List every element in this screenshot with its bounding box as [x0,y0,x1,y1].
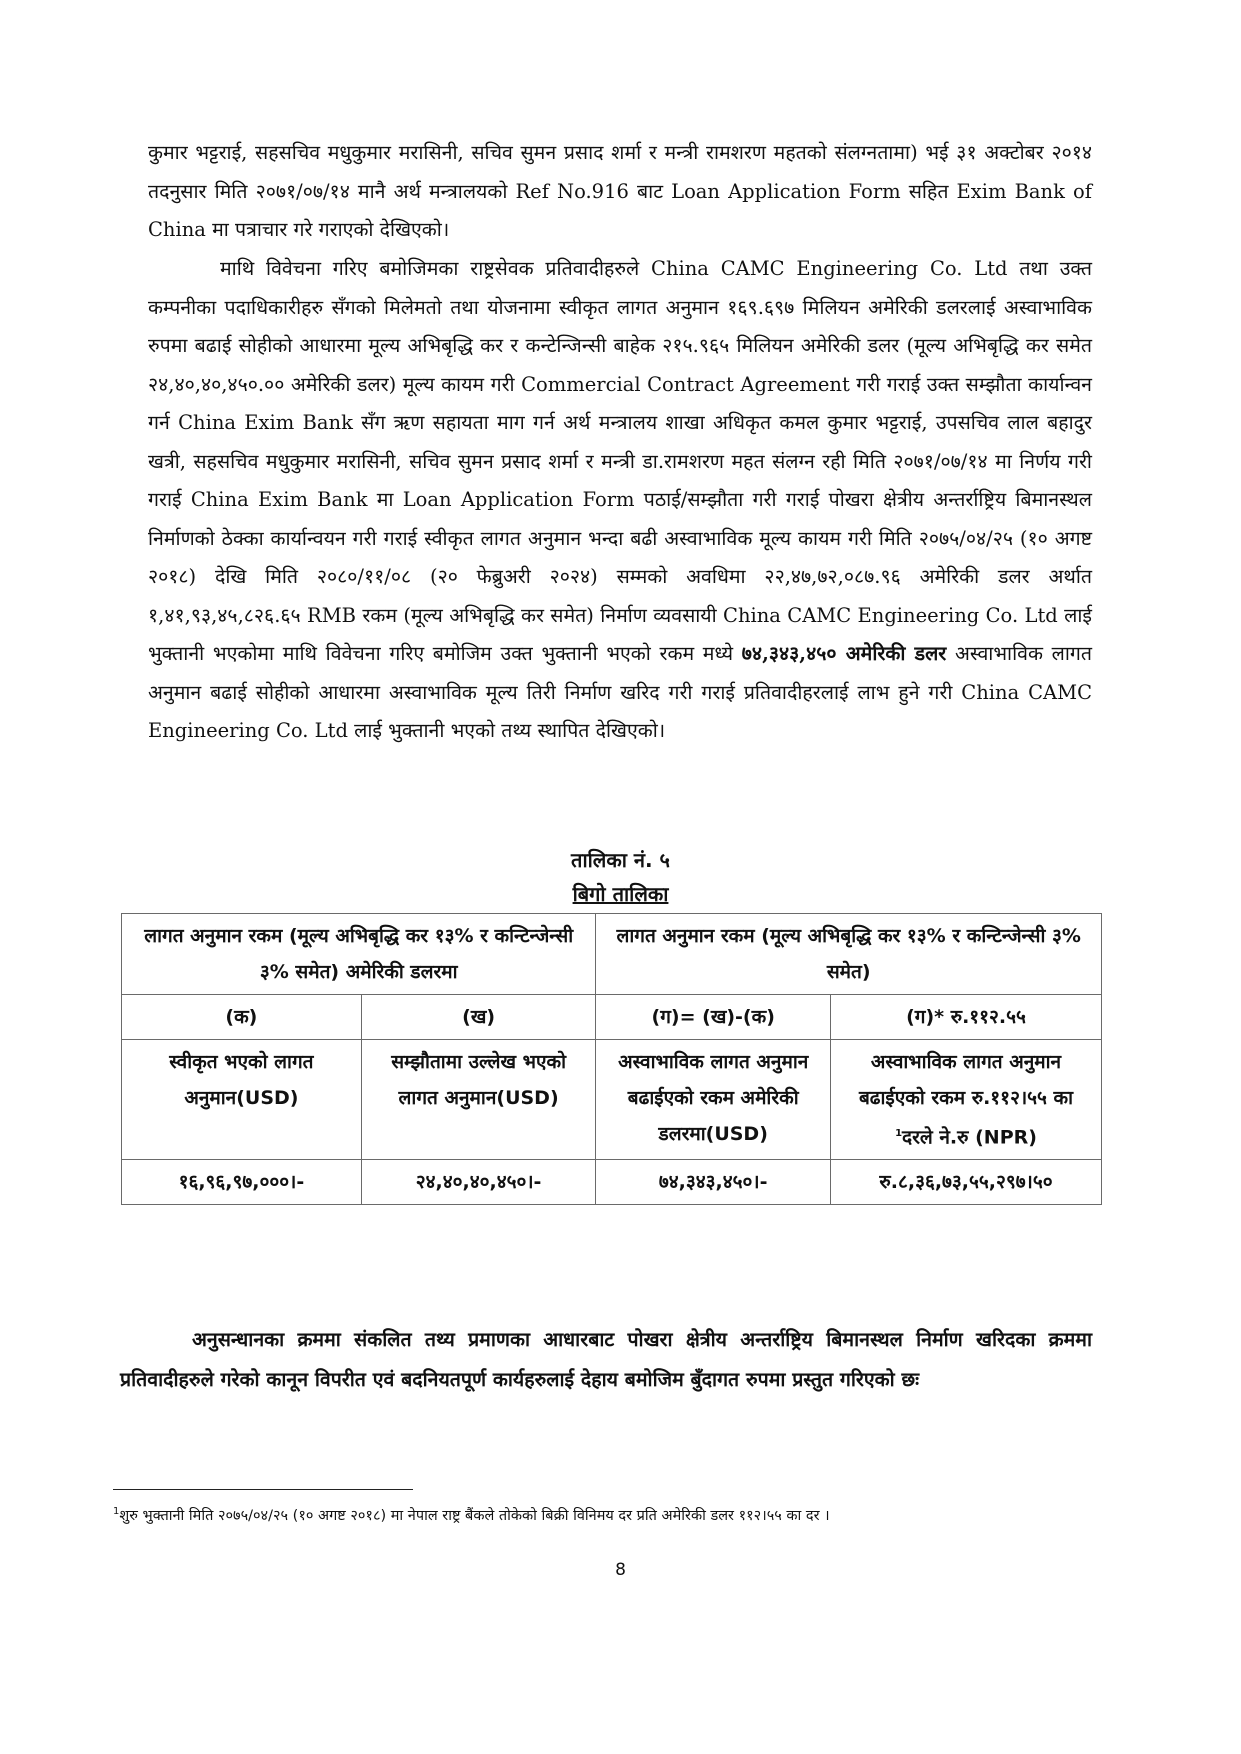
column-code-ga-npr: (ग)* रु.११२.५५ [831,995,1102,1040]
table-row [122,1160,1102,1205]
table-code-row [122,995,1102,1040]
description-text: अस्वाभाविक लागत अनुमान बढाईएको रकम रु.११२।५५ का [858,1051,1074,1109]
value-agreement-usd: २४,४०,४०,४५०।- [361,1160,596,1205]
footnote-marker: 1 [113,1506,120,1517]
value-approved-usd: १६,९६,९७,०००।- [122,1160,362,1205]
column-description-excess-npr [831,1040,1102,1160]
value-excess-usd: ७४,३४३,४५०।- [596,1160,831,1205]
table-description-row [122,1040,1102,1160]
footnote-text: शुरु भुक्तानी मिति २०७५/०४/२५ (१० अगष्ट २०१८) मा नेपाल राष्ट्र बैंकले तोकेको बिक्री विनिमय दर प्रति अमेरिकी डलर ११२।५५ का दर । [119,1507,830,1524]
column-code-ka: (क) [122,995,362,1040]
table-caption-number: तालिका नं. ५ [571,848,670,872]
paragraph-3 [120,1320,1092,1400]
paragraph-3-text: अनुसन्धानका क्रममा संकलित तथ्य प्रमाणका आधारबाट पोखरा क्षेत्रीय अन्तर्राष्ट्रिय बिमानस्थल निर्माण खरिदका क्रममा प्रतिवादीहरुले गरेको कानून विपरीत एवं बदनियतपूर्ण कार्यहरुलाई देहाय बमोजिम बुँदागत रुपमा प्रस्तुत गरिएको छः [120,1328,1092,1391]
paragraph-2-text-end: अस्वाभाविक लागत अनुमान बढाई सोहीको आधारमा अस्वाभाविक मूल्य तिरी निर्माण खरिद गरी गराई प्रतिवादीहरलाई लाभ हुने गरी China CAMC Engineering Co. Ltd लाई भुक्तानी भएको तथ्य स्थापित देखिएको। [148,642,1093,742]
group-header-total: लागत अनुमान रकम (मूल्य अभिबृद्धि कर १३% र कन्टिन्जेन्सी ३% समेत) [596,914,1102,995]
table-group-header-row [122,914,1102,995]
paragraph-2 [148,250,1092,751]
paragraph-1: कुमार भट्टराई, सहसचिव मधुकुमार मरासिनी, सचिव सुमन प्रसाद शर्मा र मन्त्री रामशरण महतको संलग्नतामा) भई ३१ अक्टोबर २०१४ तदनुसार मिति २०७१/०७/१४ मानै अर्थ मन्त्रालयको Ref No.916 बाट Loan Application Form सहित Exim Bank of China मा पत्राचार गरे गराएको देखिएको। [148,141,1092,241]
column-description-approved: स्वीकृत भएको लागत अनुमान(USD) [122,1040,362,1160]
paragraph-2-text-start: माथि विवेचना गरिए बमोजिमका राष्ट्रसेवक प्रतिवादीहरुले China CAMC Engineering Co. Ltd तथा उक्त कम्पनीका पदाधिकारीहरु सँगको मिलेमतो तथा योजनामा स्वीकृत लागत अनुमान १६९.६९७ मिलियन अमेरिकी डलरलाई अस्वाभाविक रुपमा बढाई सोहीको आधारमा मूल्य अभिबृद्धि कर र कन्टेन्जिन्सी बाहेक २१५.९६५ मिलियन अमेरिकी डलर (मूल्य अभिबृद्धि कर समेत २४,४०,४०,४५०.०० अमेरिकी डलर) मूल्य कायम गरी Commercial Contract Agreement गरी गराई उक्त सम्झौता कार्यान्वन गर्न China Exim Bank सँग ऋण सहायता माग गर्न अर्थ मन्त्रालय शाखा अधिकृत कमल कुमार भट्टराई, उपसचिव लाल बहादुर खत्री, सहसचिव मधुकुमार मरासिनी, सचिव सुमन प्रसाद शर्मा र मन्त्री डा.रामशरण महत संलग्न रही मिति २०७१/०७/१४ मा निर्णय गरी गराई China Exim Bank मा Loan Application Form पठाई/सम्झौता गरी गराई पोखरा क्षेत्रीय अन्तर्राष्ट्रिय बिमानस्थल निर्माणको ठेक्का कार्यान्वयन गरी गराई स्वीकृत लागत अनुमान भन्दा बढी अस्वाभाविक मूल्य कायम गरी मिति २०७५/०४/२५ (१० अगष्ट २०१८) देखि मिति २०८०/११/०८ (२० फेब्रुअरी २०२४) सम्मको अवधिमा २२,४७,७२,०८७.९६ अमेरिकी डलर अर्थात १,४१,९३,४५,८२६.६५ RMB रकम (मूल्य अभिबृद्धि कर समेत) निर्माण व्यवसायी China CAMC Engineering Co. Ltd लाई भुक्तानी भएकोमा माथि विवेचना गरिए बमोजिम उक्त भुक्तानी भएको रकम मध्ये [148,257,1092,665]
footnote-reference: 1 [895,1128,903,1139]
value-excess-npr: रु.८,३६,७३,५५,२९७।५० [831,1160,1102,1205]
page-number: 8 [615,1560,626,1580]
table-caption-title: बिगो तालिका [572,882,669,906]
footnote [113,1496,1093,1532]
footnote-separator [113,1489,413,1490]
bold-amount: ७४,३४३,४५० अमेरिकी डलर [741,642,947,665]
column-code-ga: (ग)= (ख)-(क) [596,995,831,1040]
bigo-table [121,913,1102,1205]
group-header-usd: लागत अनुमान रकम (मूल्य अभिबृद्धि कर १३% र कन्टिन्जेन्सी ३% समेत) अमेरिकी डलरमा [122,914,596,995]
description-tail: दरले ने.रु (NPR) [902,1126,1037,1149]
column-description-excess-usd: अस्वाभाविक लागत अनुमान बढाईएको रकम अमेरिकी डलरमा(USD) [596,1040,831,1160]
column-description-agreement: सम्झौतामा उल्लेख भएको लागत अनुमान(USD) [361,1040,596,1160]
column-code-kha: (ख) [361,995,596,1040]
